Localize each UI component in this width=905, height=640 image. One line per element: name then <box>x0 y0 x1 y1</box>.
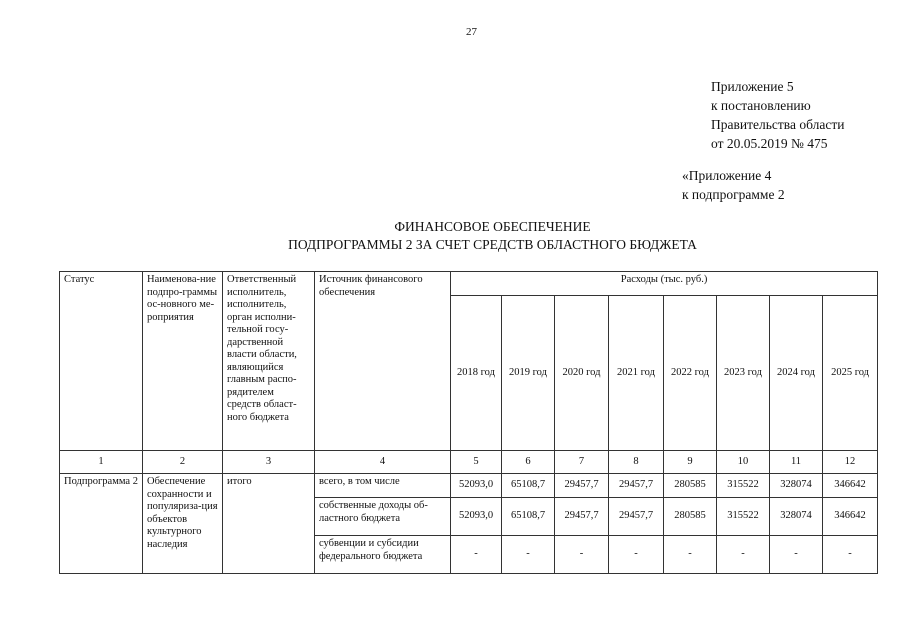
value-cell: 280585 <box>664 474 717 498</box>
column-number: 10 <box>717 451 770 474</box>
value-cell: 65108,7 <box>502 474 555 498</box>
appendix-line: Правительства области <box>711 117 845 132</box>
value-cell: 29457,7 <box>609 498 664 536</box>
header-year: 2023 год <box>717 296 770 451</box>
value-cell: - <box>717 536 770 574</box>
header-name: Наименова-ние подпро-граммы ос-новного ме-роприятия <box>143 272 223 451</box>
header-executor: Ответственный исполнитель, исполнитель, орган исполни-тельной госу-дарственной власти области, являющийся главным распо-рядителем средств област-ного бюджета <box>223 272 315 451</box>
appendix-line: к постановлению <box>711 98 811 113</box>
column-number: 5 <box>451 451 502 474</box>
column-number: 9 <box>664 451 717 474</box>
value-cell: - <box>770 536 823 574</box>
header-year: 2025 год <box>823 296 878 451</box>
appendix-line: Приложение 5 <box>711 79 794 94</box>
column-number: 7 <box>555 451 609 474</box>
executor-cell: итого <box>223 474 315 574</box>
source-cell: субвенции и субсидии федерального бюджета <box>315 536 451 574</box>
column-number: 3 <box>223 451 315 474</box>
page-number: 27 <box>466 26 477 38</box>
column-number: 6 <box>502 451 555 474</box>
value-cell: 52093,0 <box>451 498 502 536</box>
financing-table <box>59 271 878 574</box>
header-year: 2018 год <box>451 296 502 451</box>
appendix-block <box>711 77 844 153</box>
source-cell: всего, в том числе <box>315 474 451 498</box>
appendix-line: к подпрограмме 2 <box>682 187 785 202</box>
column-number: 11 <box>770 451 823 474</box>
document-title <box>0 218 905 254</box>
title-line-2: ПОДПРОГРАММЫ 2 ЗА СЧЕТ СРЕДСТВ ОБЛАСТНОГО БЮДЖЕТА <box>288 237 697 252</box>
value-cell: 328074 <box>770 474 823 498</box>
column-number: 4 <box>315 451 451 474</box>
value-cell: 315522 <box>717 498 770 536</box>
header-status: Статус <box>60 272 143 451</box>
column-number-row <box>60 451 878 474</box>
header-year: 2019 год <box>502 296 555 451</box>
header-source: Источник финансового обеспечения <box>315 272 451 451</box>
value-cell: - <box>664 536 717 574</box>
header-year: 2020 год <box>555 296 609 451</box>
value-cell: - <box>555 536 609 574</box>
header-expenses: Расходы (тыс. руб.) <box>451 272 878 296</box>
name-cell: Обеспечение сохранности и популяриза-ция объектов культурного наследия <box>143 474 223 574</box>
column-number: 2 <box>143 451 223 474</box>
header-year: 2021 год <box>609 296 664 451</box>
value-cell: 315522 <box>717 474 770 498</box>
status-cell: Подпрограмма 2 <box>60 474 143 574</box>
title-line-1: ФИНАНСОВОЕ ОБЕСПЕЧЕНИЕ <box>394 219 591 234</box>
appendix-line: «Приложение 4 <box>682 168 772 183</box>
value-cell: 29457,7 <box>609 474 664 498</box>
column-number: 1 <box>60 451 143 474</box>
value-cell: 52093,0 <box>451 474 502 498</box>
value-cell: 346642 <box>823 498 878 536</box>
value-cell: 29457,7 <box>555 474 609 498</box>
value-cell: 328074 <box>770 498 823 536</box>
header-year: 2024 год <box>770 296 823 451</box>
value-cell: - <box>609 536 664 574</box>
value-cell: - <box>823 536 878 574</box>
header-year: 2022 год <box>664 296 717 451</box>
value-cell: - <box>502 536 555 574</box>
appendix-line: от 20.05.2019 № 475 <box>711 136 828 151</box>
column-number: 12 <box>823 451 878 474</box>
column-number: 8 <box>609 451 664 474</box>
source-cell: собственные доходы об-ластного бюджета <box>315 498 451 536</box>
table-row <box>60 474 878 498</box>
value-cell: 280585 <box>664 498 717 536</box>
value-cell: 346642 <box>823 474 878 498</box>
appendix-block-2 <box>682 166 785 204</box>
value-cell: 65108,7 <box>502 498 555 536</box>
value-cell: - <box>451 536 502 574</box>
value-cell: 29457,7 <box>555 498 609 536</box>
